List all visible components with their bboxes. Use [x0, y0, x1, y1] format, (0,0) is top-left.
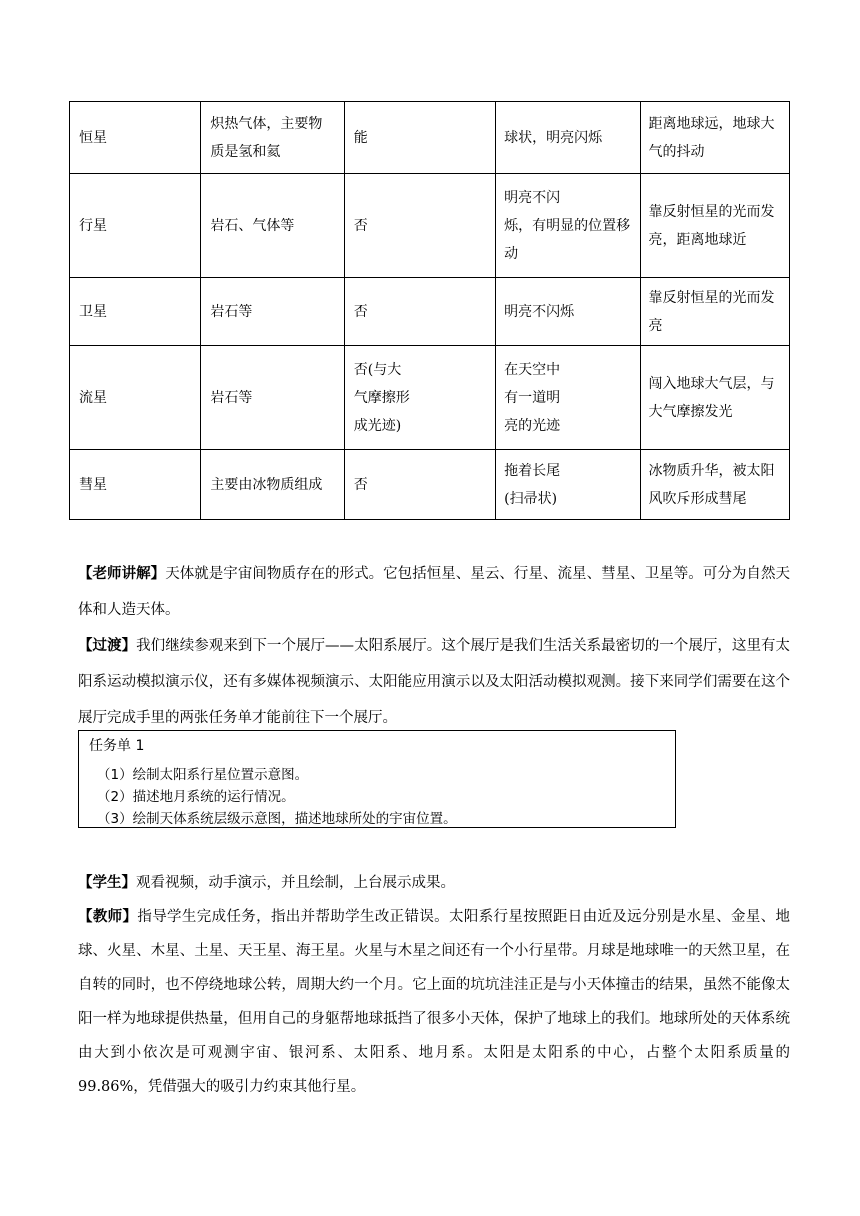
table-cell: 岩石等 — [201, 346, 344, 450]
table-cell: 行星 — [70, 174, 201, 278]
table-row — [70, 102, 790, 174]
task-item: （1）绘制太阳系行星位置示意图。 — [97, 767, 309, 783]
paragraph-tag: 【老师讲解】 — [78, 565, 166, 582]
table-cell: 彗星 — [70, 450, 201, 520]
table-cell: 流星 — [70, 346, 201, 450]
table-cell — [496, 174, 640, 278]
task-item: （2）描述地月系统的运行情况。 — [97, 789, 295, 805]
table-cell: 否 — [344, 174, 495, 278]
table-cell — [496, 450, 640, 520]
paragraph-text: 观看视频，动手演示，并且绘制，上台展示成果。 — [136, 875, 455, 891]
table-cell: 岩石等 — [201, 278, 344, 346]
cell-text: 在天空中 有一道明 亮的光迹 — [504, 361, 561, 434]
teacher-explanation-paragraph — [78, 556, 790, 628]
table-cell: 能 — [344, 102, 495, 174]
paragraph-tag: 【过渡】 — [78, 637, 137, 654]
table-cell: 否 — [344, 450, 495, 520]
table-cell: 卫星 — [70, 278, 201, 346]
table-cell: 恒星 — [70, 102, 201, 174]
table-row — [70, 278, 790, 346]
paragraph-text: 天体就是宇宙间物质存在的形式。它包括恒星、星云、行星、流星、彗星、卫星等。可分为自然天体和人造天体。 — [78, 566, 790, 618]
table-row — [70, 174, 790, 278]
lesson-text-section-1 — [78, 556, 790, 736]
teacher-paragraph — [78, 900, 790, 1104]
table-cell: 距离地球远，地球大气的抖动 — [640, 102, 789, 174]
task-card-title: 任务单 1 — [89, 738, 145, 754]
lesson-text-section-2 — [78, 866, 790, 1104]
table-row — [70, 450, 790, 520]
table-cell: 岩石、气体等 — [201, 174, 344, 278]
table-cell: 靠反射恒星的光而发亮，距离地球近 — [640, 174, 789, 278]
task-card — [78, 730, 676, 828]
paragraph-text: 我们继续参观来到下一个展厅——太阳系展厅。这个展厅是我们生活关系最密切的一个展厅，这里有太阳系运动模拟演示仪，还有多媒体视频演示、太阳能应用演示以及太阳活动模拟观测。接下来同学们需要在这个展厅完成手里的两张任务单才能前往下一个展厅。 — [78, 638, 791, 726]
task-item: （3）绘制天体系统层级示意图，描述地球所处的宇宙位置。 — [97, 811, 457, 827]
table-cell: 明亮不闪烁 — [496, 278, 640, 346]
table-cell: 主要由冰物质组成 — [201, 450, 344, 520]
table-cell: 炽热气体，主要物质是氢和氦 — [201, 102, 344, 174]
table-cell: 靠反射恒星的光而发亮 — [640, 278, 789, 346]
table-cell — [344, 346, 495, 450]
student-paragraph — [78, 866, 790, 900]
paragraph-tag: 【学生】 — [78, 874, 136, 891]
cell-text: 拖着长尾 (扫帚状) — [504, 462, 561, 507]
table-cell: 冰物质升华，被太阳风吹斥形成彗尾 — [640, 450, 789, 520]
table-cell: 否 — [344, 278, 495, 346]
cell-text: 否(与大 气摩擦形 成光迹) — [353, 361, 410, 434]
table-row — [70, 346, 790, 450]
transition-paragraph — [78, 628, 790, 736]
table-cell: 球状，明亮闪烁 — [496, 102, 640, 174]
celestial-bodies-table — [69, 101, 790, 520]
table-cell — [496, 346, 640, 450]
paragraph-text: 指导学生完成任务，指出并帮助学生改正错误。太阳系行星按照距日由近及远分别是水星、金星、地球、火星、木星、土星、天王星、海王星。火星与木星之间还有一个小行星带。月球是地球唯一的天然卫星，在自转的同时，也不停绕地球公转，周期大约一个月。它上面的坑坑洼洼正是与小天体撞击的结果，虽然不能像太阳一样为地球提供热量，但用自己的身躯帮地球抵挡了很多小天体，保护了地球上的我们。地球所处的天体系统由大到小依次是可观测宇宙、银河系、太阳系、地月系。太阳是太阳系的中心，占整个太阳系质量的 99.86%，凭借强大的吸引力约束其他行星。 — [78, 909, 791, 1095]
table-cell: 闯入地球大气层，与大气摩擦发光 — [640, 346, 789, 450]
paragraph-tag: 【教师】 — [78, 908, 138, 925]
cell-text: 明亮不闪 烁，有明显的位置移 动 — [504, 189, 631, 262]
